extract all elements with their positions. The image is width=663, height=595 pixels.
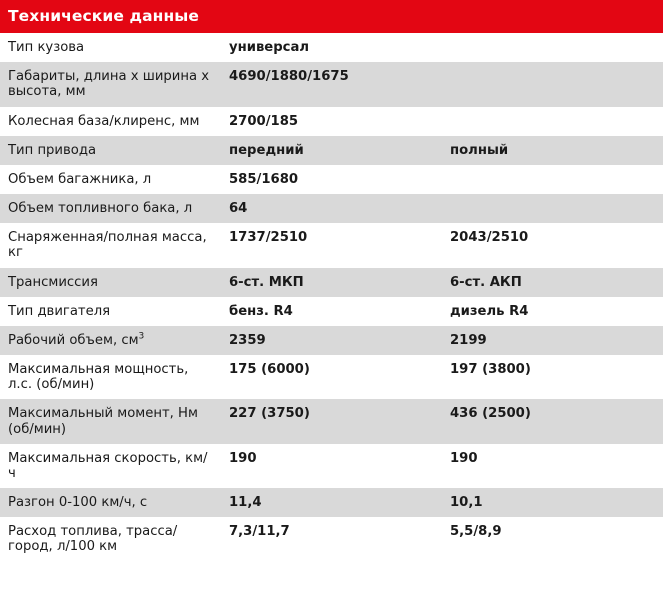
page-title: Технические данные: [0, 0, 663, 33]
table-row: [0, 33, 663, 62]
spec-value-primary-cell: 7,3/11,7: [221, 517, 442, 561]
spec-value-secondary-cell: [442, 165, 663, 194]
spec-label-text: Расход топлива, трасса/город, л/100 км: [8, 524, 178, 555]
table-title-row: [0, 0, 663, 33]
spec-label-cell: [0, 136, 221, 165]
spec-label-cell: [0, 297, 221, 326]
spec-value-secondary-cell: 190: [442, 444, 663, 488]
spec-rows-container: [0, 33, 663, 562]
spec-value-primary-cell: 4690/1880/1675: [221, 62, 442, 106]
spec-value-secondary-cell: 197 (3800): [442, 355, 663, 399]
spec-label-text: Объем багажника, л: [8, 171, 152, 187]
spec-value-secondary-cell: 2043/2510: [442, 223, 663, 267]
spec-label-text: Тип кузова: [8, 40, 85, 55]
spec-value-secondary-cell: 2199: [442, 326, 663, 355]
table-row: [0, 62, 663, 106]
spec-value-primary-cell: 64: [221, 194, 442, 223]
table-row: [0, 355, 663, 399]
table-row: [0, 194, 663, 223]
spec-label-text: Габариты, длина x ширина x высота, мм: [8, 69, 210, 100]
table-row: [0, 488, 663, 517]
table-row: [0, 517, 663, 561]
spec-value-primary-cell: 11,4: [221, 488, 442, 517]
spec-value-primary-cell: 2700/185: [221, 107, 442, 136]
table-row: [0, 136, 663, 165]
table-row: [0, 326, 663, 355]
spec-label-cell: [0, 194, 221, 223]
spec-label-cell: [0, 107, 221, 136]
spec-label-superscript: 3: [138, 331, 145, 342]
table-row: [0, 165, 663, 194]
spec-value-primary-cell: 190: [221, 444, 442, 488]
spec-label-text: Разгон 0-100 км/ч, с: [8, 495, 148, 511]
spec-label-text: Рабочий объем, см: [8, 332, 139, 348]
spec-label-text: Трансмиссия: [8, 274, 98, 290]
spec-value-primary-cell: универсал: [221, 33, 442, 62]
spec-value-secondary-cell: [442, 62, 663, 106]
spec-label-cell: [0, 62, 221, 106]
spec-label-text: Снаряженная/полная масса, кг: [8, 230, 207, 261]
spec-label-text: Тип двигателя: [8, 303, 111, 319]
table-row: [0, 107, 663, 136]
spec-value-primary-cell: 6-ст. МКП: [221, 268, 442, 297]
spec-value-primary-cell: передний: [221, 136, 442, 165]
table-row: [0, 399, 663, 443]
spec-value-secondary-cell: дизель R4: [442, 297, 663, 326]
spec-label-text: Максимальная мощность, л.с. (об/мин): [8, 362, 189, 393]
table-row: [0, 268, 663, 297]
spec-label-cell: [0, 223, 221, 267]
spec-label-cell: [0, 488, 221, 517]
spec-label-cell: [0, 33, 221, 62]
spec-value-secondary-cell: [442, 33, 663, 62]
table-row: [0, 223, 663, 267]
spec-value-secondary-cell: 10,1: [442, 488, 663, 517]
spec-value-primary-cell: бенз. R4: [221, 297, 442, 326]
spec-label-cell: [0, 444, 221, 488]
spec-label-text: Максимальная скорость, км/ч: [8, 450, 208, 481]
spec-value-primary-cell: 1737/2510: [221, 223, 442, 267]
spec-value-secondary-cell: 436 (2500): [442, 399, 663, 443]
spec-value-secondary-cell: 6-ст. АКП: [442, 268, 663, 297]
spec-value-secondary-cell: 5,5/8,9: [442, 517, 663, 561]
spec-value-secondary-cell: [442, 107, 663, 136]
spec-value-secondary-cell: полный: [442, 136, 663, 165]
spec-value-secondary-cell: [442, 194, 663, 223]
spec-label-text: Тип привода: [8, 142, 97, 158]
spec-label-text: Объем топливного бака, л: [8, 201, 193, 217]
spec-value-primary-cell: 585/1680: [221, 165, 442, 194]
spec-label-cell: [0, 355, 221, 399]
spec-label-cell: [0, 326, 221, 355]
spec-label-text: Максимальный момент, Нм (об/мин): [8, 406, 198, 437]
table-body: [0, 0, 663, 33]
spec-value-primary-cell: 2359: [221, 326, 442, 355]
spec-label-cell: [0, 165, 221, 194]
spec-label-cell: [0, 399, 221, 443]
spec-label-text: Колесная база/клиренс, мм: [8, 113, 200, 129]
table-row: [0, 444, 663, 488]
spec-label-cell: [0, 268, 221, 297]
table-row: [0, 297, 663, 326]
spec-label-cell: [0, 517, 221, 561]
spec-value-primary-cell: 227 (3750): [221, 399, 442, 443]
spec-value-primary-cell: 175 (6000): [221, 355, 442, 399]
